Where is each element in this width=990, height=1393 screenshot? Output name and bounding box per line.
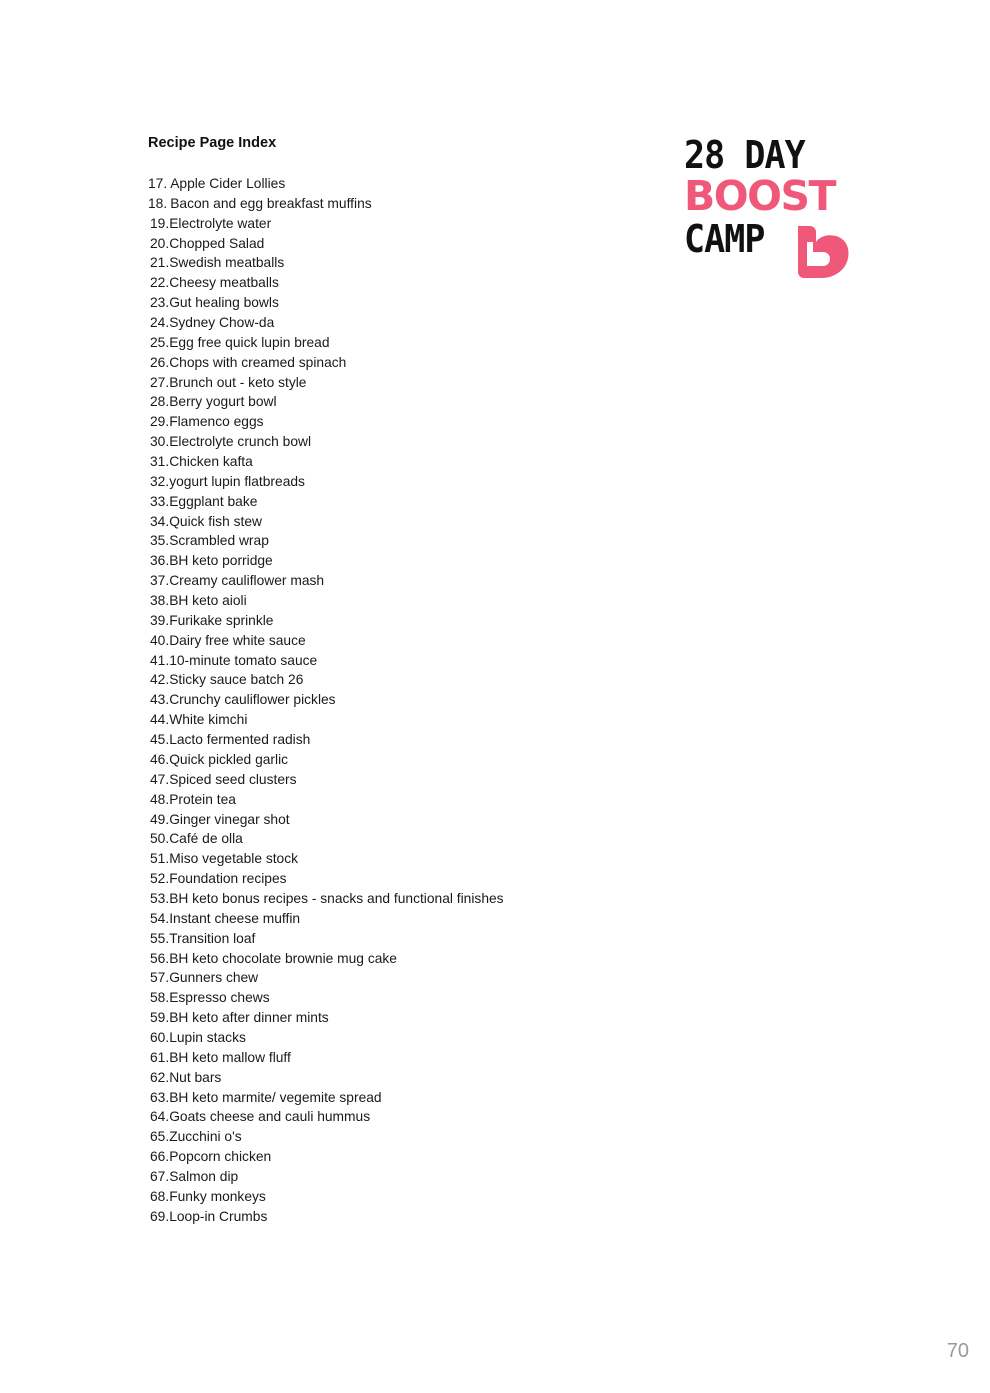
list-item — [148, 949, 668, 969]
recipe-name: Dairy free white sauce — [169, 632, 306, 648]
recipe-number: 60. — [150, 1029, 170, 1045]
recipe-number: 52. — [150, 871, 170, 887]
recipe-name: Popcorn chicken — [169, 1149, 272, 1165]
list-item — [148, 1028, 668, 1048]
recipe-name: BH keto porridge — [169, 553, 273, 569]
list-item — [148, 909, 668, 929]
list-item — [148, 174, 668, 194]
recipe-name: Chops with creamed spinach — [169, 354, 347, 370]
recipe-name: Goats cheese and cauli hummus — [169, 1109, 371, 1125]
recipe-number: 23. — [150, 295, 170, 311]
recipe-name: Loop-in Crumbs — [169, 1208, 268, 1224]
recipe-name: Instant cheese muffin — [169, 910, 301, 926]
recipe-number: 59. — [150, 1010, 170, 1026]
list-item — [148, 651, 668, 671]
recipe-number: 63. — [150, 1089, 170, 1105]
recipe-number: 39. — [150, 612, 170, 628]
list-item — [148, 313, 668, 333]
recipe-name: Cheesy meatballs — [169, 275, 279, 291]
list-item — [148, 531, 668, 551]
recipe-number: 53. — [150, 890, 170, 906]
list-item — [148, 1127, 668, 1147]
recipe-name: Protein tea — [169, 791, 236, 807]
recipe-number: 31. — [150, 454, 170, 470]
recipe-number: 20. — [150, 235, 170, 251]
recipe-name: BH keto bonus recipes - snacks and functional finishes — [169, 890, 504, 906]
list-item — [148, 730, 668, 750]
list-item — [148, 591, 668, 611]
recipe-name: Berry yogurt bowl — [169, 394, 277, 410]
list-item — [148, 353, 668, 373]
list-item — [148, 869, 668, 889]
recipe-name: Sydney Chow-da — [169, 315, 275, 331]
recipe-name: Egg free quick lupin bread — [169, 334, 330, 350]
list-item — [148, 214, 668, 234]
list-item — [148, 512, 668, 532]
recipe-name: BH keto mallow fluff — [169, 1049, 291, 1065]
list-item — [148, 631, 668, 651]
recipe-name: Apple Cider Lollies — [170, 176, 286, 191]
recipe-name: 10-minute tomato sauce — [169, 652, 318, 668]
recipe-name: Crunchy cauliflower pickles — [169, 692, 336, 708]
list-item — [148, 988, 668, 1008]
recipe-number: 46. — [150, 751, 170, 767]
recipe-name: Chicken kafta — [169, 454, 253, 470]
recipe-name: BH keto marmite/ vegemite spread — [169, 1089, 382, 1105]
recipe-name: Espresso chews — [169, 990, 270, 1006]
recipe-name: Flamenco eggs — [169, 414, 264, 430]
recipe-number: 67. — [150, 1168, 170, 1184]
recipe-number: 45. — [150, 732, 170, 748]
recipe-number: 56. — [150, 950, 170, 966]
list-item — [148, 273, 668, 293]
list-item — [148, 611, 668, 631]
list-item — [148, 194, 668, 214]
recipe-number: 68. — [150, 1188, 170, 1204]
recipe-name: Funky monkeys — [169, 1188, 266, 1204]
recipe-number: 32. — [150, 473, 170, 489]
recipe-index-list — [148, 174, 668, 1227]
recipe-name: Eggplant bake — [169, 493, 258, 509]
list-item — [148, 889, 668, 909]
recipe-number: 42. — [150, 672, 170, 688]
list-item — [148, 1107, 668, 1127]
logo-line-camp: CAMP — [684, 217, 765, 261]
recipe-name: Lupin stacks — [169, 1029, 246, 1045]
list-item — [148, 1088, 668, 1108]
recipe-number: 57. — [150, 970, 170, 986]
recipe-name: Zucchini o's — [169, 1129, 242, 1145]
recipe-number: 38. — [150, 593, 170, 609]
recipe-number: 22. — [150, 275, 170, 291]
recipe-number: 35. — [150, 533, 170, 549]
recipe-number: 50. — [150, 831, 170, 847]
recipe-name: Gunners chew — [169, 970, 259, 986]
list-item — [148, 432, 668, 452]
list-item — [148, 810, 668, 830]
recipe-number: 17. — [148, 176, 168, 191]
recipe-name: Salmon dip — [169, 1168, 239, 1184]
recipe-name: Quick fish stew — [169, 513, 262, 529]
list-item — [148, 492, 668, 512]
recipe-number: 54. — [150, 910, 170, 926]
page-number: 70 — [946, 1340, 969, 1362]
recipe-name: Miso vegetable stock — [169, 851, 299, 867]
recipe-number: 33. — [150, 493, 170, 509]
list-item — [148, 1187, 668, 1207]
recipe-number: 49. — [150, 811, 170, 827]
recipe-name: Creamy cauliflower mash — [169, 573, 325, 589]
recipe-number: 26. — [150, 354, 170, 370]
recipe-name: yogurt lupin flatbreads — [169, 473, 305, 489]
recipe-number: 65. — [150, 1129, 170, 1145]
recipe-name: BH keto aioli — [169, 593, 247, 609]
recipe-number: 61. — [150, 1049, 170, 1065]
recipe-number: 41. — [150, 652, 170, 668]
recipe-number: 29. — [150, 414, 170, 430]
recipe-name: Quick pickled garlic — [169, 751, 289, 767]
list-item — [148, 234, 668, 254]
list-item — [148, 571, 668, 591]
list-item — [148, 1068, 668, 1088]
list-item — [148, 333, 668, 353]
recipe-number: 40. — [150, 632, 170, 648]
list-item — [148, 1147, 668, 1167]
recipe-name: Bacon and egg breakfast muffins — [170, 195, 372, 211]
recipe-name: Chopped Salad — [169, 235, 265, 251]
recipe-number: 37. — [150, 573, 170, 589]
list-item — [148, 1167, 668, 1187]
recipe-number: 18. — [148, 195, 168, 211]
recipe-number: 43. — [150, 692, 170, 708]
list-item — [148, 690, 668, 710]
list-item — [148, 392, 668, 412]
list-item — [148, 770, 668, 790]
list-item — [148, 670, 668, 690]
list-item — [148, 968, 668, 988]
recipe-name: Gut healing bowls — [169, 295, 279, 311]
recipe-name: BH keto after dinner mints — [169, 1010, 329, 1026]
recipe-name: Foundation recipes — [169, 871, 287, 887]
recipe-number: 36. — [150, 553, 170, 569]
recipe-number: 25. — [150, 334, 170, 350]
recipe-name: Furikake sprinkle — [169, 612, 274, 628]
heart-b-logo-icon — [792, 222, 852, 282]
list-item — [148, 929, 668, 949]
list-item — [148, 1008, 668, 1028]
recipe-name: Scrambled wrap — [169, 533, 269, 549]
list-item — [148, 849, 668, 869]
list-item — [148, 253, 668, 273]
recipe-number: 19. — [150, 215, 170, 231]
recipe-number: 28. — [150, 394, 170, 410]
recipe-name: Ginger vinegar shot — [169, 811, 290, 827]
recipe-name: Brunch out - keto style — [169, 374, 307, 390]
recipe-name: Spiced seed clusters — [169, 771, 297, 787]
list-item — [148, 1048, 668, 1068]
recipe-number: 24. — [150, 315, 170, 331]
logo-line-28-day: 28 DAY — [684, 133, 805, 177]
recipe-name: BH keto chocolate brownie mug cake — [169, 950, 397, 966]
recipe-number: 21. — [150, 255, 170, 271]
recipe-number: 69. — [150, 1208, 170, 1224]
recipe-number: 27. — [150, 374, 170, 390]
list-item — [148, 551, 668, 571]
recipe-name: White kimchi — [169, 712, 248, 728]
recipe-name: Lacto fermented radish — [169, 732, 311, 748]
recipe-name: Electrolyte water — [169, 215, 272, 231]
recipe-number: 62. — [150, 1069, 170, 1085]
recipe-number: 64. — [150, 1109, 170, 1125]
list-item — [148, 373, 668, 393]
recipe-number: 34. — [150, 513, 170, 529]
recipe-number: 48. — [150, 791, 170, 807]
recipe-number: 30. — [150, 434, 170, 450]
list-item — [148, 452, 668, 472]
list-item — [148, 710, 668, 730]
boost-camp-logo — [684, 134, 854, 284]
list-item — [148, 790, 668, 810]
recipe-name: Electrolyte crunch bowl — [169, 434, 312, 450]
recipe-number: 58. — [150, 990, 170, 1006]
recipe-name: Sticky sauce batch 26 — [169, 672, 304, 688]
recipe-number: 51. — [150, 851, 170, 867]
recipe-name: Transition loaf — [169, 930, 256, 946]
list-item — [148, 412, 668, 432]
recipe-number: 66. — [150, 1149, 170, 1165]
recipe-number: 44. — [150, 712, 170, 728]
recipe-number: 47. — [150, 771, 170, 787]
list-item — [148, 472, 668, 492]
list-item — [148, 750, 668, 770]
recipe-name: Café de olla — [169, 831, 243, 847]
recipe-number: 55. — [150, 930, 170, 946]
page-title: Recipe Page Index — [148, 135, 277, 151]
list-item — [148, 829, 668, 849]
logo-line-boost: BOOST — [684, 172, 835, 220]
recipe-name: Swedish meatballs — [169, 255, 285, 271]
recipe-name: Nut bars — [169, 1069, 222, 1085]
list-item — [148, 1207, 668, 1227]
list-item — [148, 293, 668, 313]
